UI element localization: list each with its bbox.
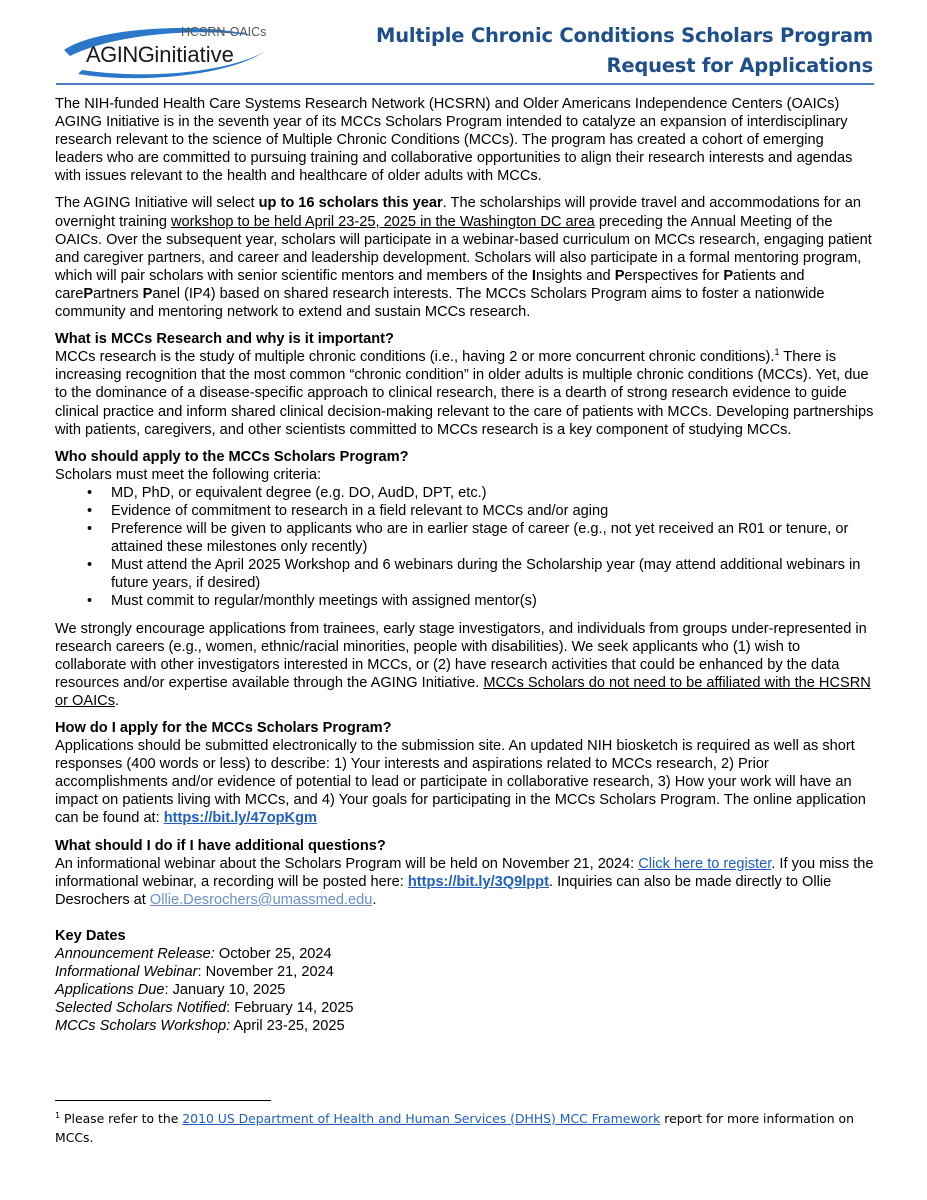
section-questions (55, 837, 875, 909)
encourage-paragraph: We strongly encourage applications from trainees, early stage investigators, and individuals from groups under-represented in research careers (e.g., women, ethnic/racial minorities, people with disabilities). We seek applicants who (1) wish to collaborate with other investigators interested in MCCs, or (2) have research activities that could be enhanced by the data resources and/or expertise available through the AGING Initiative. MCCs Scholars do not need to be affiliated with the HCSRN or OAICs. (55, 620, 871, 709)
email-link[interactable]: Ollie.Desrochers@umassmed.edu (149, 891, 373, 908)
recording-link[interactable]: https://bit.ly/3Q9lppt (407, 873, 549, 890)
header-rule (56, 83, 874, 85)
application-link[interactable]: https://bit.ly/47opKgm (163, 810, 317, 827)
section-what-is (55, 330, 875, 439)
key-date-row: Informational Webinar: November 21, 2024 (55, 964, 334, 981)
intro-paragraph-1: The NIH-funded Health Care Systems Research Network (HCSRN) and Older Americans Independence Centers (OAICs) AGING Initiative is in the seventh year of its MCCs Scholars Program intended to catalyze an expansion of interdisciplinary research relevant to the science of Multiple Chronic Conditions (MCCs). The program has created a cohort of emerging leaders who are committed to pursuing training and collaborative opportunities to align their research interests and agendas with issues relevant to the health and healthcare of older adults with MCCs. (55, 96, 853, 185)
logo-aging-text: AGING (86, 42, 155, 67)
section-heading: What should I do if I have additional questions? (55, 837, 386, 854)
scholar-count: up to 16 scholars this year (258, 195, 443, 212)
register-link[interactable]: Click here to register (638, 855, 772, 872)
section-heading: What is MCCs Research and why is it important? (55, 331, 394, 348)
key-date-row: Applications Due: January 10, 2025 (55, 982, 286, 999)
title-line-2: Request for Applications (606, 54, 873, 77)
key-dates-heading: Key Dates (55, 927, 126, 944)
section-apply (55, 719, 875, 828)
section-heading: How do I apply for the MCCs Scholars Program? (55, 720, 392, 736)
program-title (376, 21, 873, 81)
list-item: • Must attend the April 2025 Workshop and 6 webinars during the Scholarship year (may attend additional webinars in future years, if desired) (87, 556, 875, 592)
workshop-underlined: workshop to be held April 23-25, 2025 in the Washington DC area (171, 213, 595, 230)
section-text: MCCs research is the study of multiple chronic conditions (i.e., having 2 or more concurrent chronic conditions).$^1$ There is increasing recognition that the most common “chronic condition” in older adults is multiple chronic conditions (MCCs). Yet, due to the dominance of a disease-specific approach to clinical research, there is a dearth of strong research evidence to guide clinical practice and inform shared clinical decision-making relevant to the care of patients with MCCs. Developing partnerships with patients, caregivers, and other scientists committed to MCCs research is a key component of studying MCCs. (55, 347, 874, 438)
footnote-rule (55, 1100, 271, 1101)
svg-text:AGINGinitiative (86, 42, 234, 67)
key-dates (55, 927, 875, 1036)
footnote-ref[interactable]: 1 (774, 347, 780, 358)
section-text: An informational webinar about the Scholars Program will be held on November 21, 2024: Click here to register. If you miss the informational webinar, a recording will be posted here: https://bit.ly/3Q9lppt. Inquiries can also be made directly to Ollie Desrochers at Ollie.Desrochers@umassmed.edu. (55, 855, 874, 908)
section-who (55, 448, 875, 611)
document-body (55, 95, 875, 1036)
footnote-number: 1 (55, 1110, 61, 1120)
mcc-framework-link[interactable]: 2010 US Department of Health and Human Services (DHHS) MCC Framework (182, 1111, 661, 1126)
list-item: • Evidence of commitment to research in a field relevant to MCCs and/or aging (87, 502, 875, 520)
list-item: • MD, PhD, or equivalent degree (e.g. DO, AudD, DPT, etc.) (87, 484, 875, 502)
section-text: Applications should be submitted electronically to the submission site. An updated NIH biosketch is required as well as short responses (400 words or less) to describe: 1) Your interests and aspirations related to MCCs research, 2) Prior accomplishments and/or evidence of potential to lead or participate in collaborative research, 3) How your work will have an impact on patients living with MCCs, and 4) Your goals for participating in the MCCs Scholars Program. The online application can be found at: https://bit.ly/47opKgm (55, 738, 866, 827)
footnote: $^1$ Please refer to the 2010 US Department of Health and Human Services (DHHS) MCC Framework report for more information on MCCs. (55, 1110, 854, 1145)
key-date-row: Announcement Release: October 25, 2024 (55, 946, 332, 963)
logo-top-text: HCSRN-OAICs (181, 25, 267, 39)
affiliation-note: MCCs Scholars do not need to be affiliated with the HCSRN or OAICs (55, 674, 871, 709)
criteria-list (55, 484, 875, 611)
aging-initiative-logo (58, 22, 273, 84)
logo-initiative-text: initiative (154, 42, 234, 67)
title-line-1: Multiple Chronic Conditions Scholars Program (376, 24, 873, 47)
list-item: • Must commit to regular/monthly meetings with assigned mentor(s) (87, 592, 875, 610)
criteria-intro: Scholars must meet the following criteria: (55, 466, 322, 483)
key-date-row: Selected Scholars Notified: February 14, 2025 (55, 1000, 354, 1017)
section-heading: Who should apply to the MCCs Scholars Program? (55, 448, 409, 465)
key-date-row: MCCs Scholars Workshop: April 23-25, 2025 (55, 1018, 345, 1035)
intro-paragraph-2: The AGING Initiative will select up to 16 scholars this year. The scholarships will provide travel and accommodations for an overnight training workshop to be held April 23-25, 2025 in the Washington DC area preceding the Annual Meeting of the OAICs. Over the subsequent year, scholars will participate in a webinar-based curriculum on MCCs research, engaging patient and caregiver partners, and career and leadership development. Scholars will also participate in a formal mentoring program, which will pair scholars with senior scientific mentors and members of the Insights and Perspectives for Patients and carePartners Panel (IP4) based on shared research interests. The MCCs Scholars Program aims to foster a nationwide community and mentoring network to extend and sustain MCCs research. (55, 195, 872, 321)
list-item: • Preference will be given to applicants who are in earlier stage of career (e.g., not yet received an R01 or tenure, or attained these milestones only recently) (87, 520, 875, 556)
